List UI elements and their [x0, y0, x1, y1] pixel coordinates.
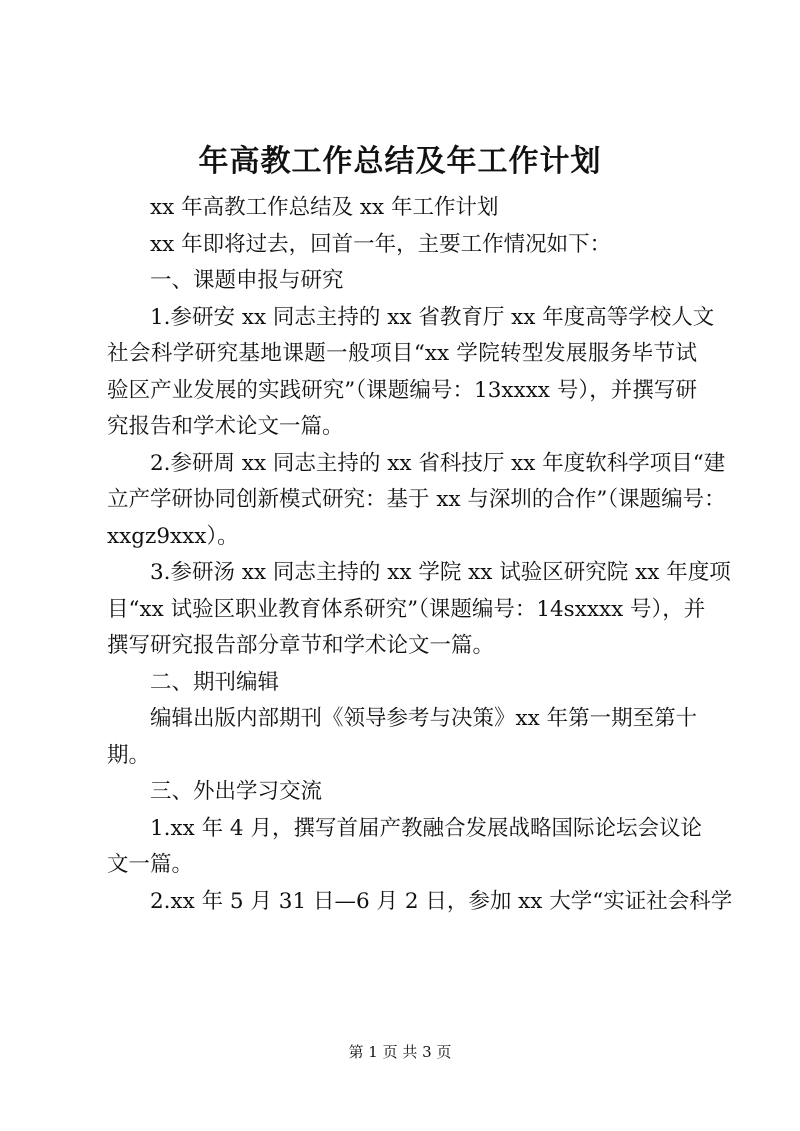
paragraph-line: 撰写研究报告部分章节和学术论文一篇。 [107, 633, 495, 658]
section-heading-3: 三、外出学习交流 [150, 779, 323, 804]
section-heading-2: 二、期刊编辑 [150, 669, 280, 695]
paragraph-line: 立产学研协同创新模式研究：基于 xx 与深圳的合作”（课题编号： [107, 487, 726, 512]
paragraph-line: 1.xx 年 4 月，撰写首届产教融合发展战略国际论坛会议论 [150, 815, 702, 841]
paragraph-line: 3.参研汤 xx 同志主持的 xx 学院 xx 试验区研究院 xx 年度项 [150, 560, 731, 585]
intro-line: xx 年即将过去，回首一年，主要工作情况如下： [150, 231, 612, 257]
paragraph-line: 2.参研周 xx 同志主持的 xx 省科技厅 xx 年度软科学项目“建 [150, 450, 726, 476]
document-body [107, 190, 733, 920]
paragraph-line: 社会科学研究基地课题一般项目“xx 学院转型发展服务毕节试 [107, 341, 697, 366]
section-heading-1: 一、课题申报与研究 [150, 268, 344, 293]
paragraph-line: 期。 [107, 742, 151, 768]
paragraph-line: 文一篇。 [107, 852, 194, 877]
paragraph-line: 验区产业发展的实践研究”（课题编号：13xxxx 号），并撰写研 [107, 377, 697, 403]
page-number-footer: 第 1 页 共 3 页 [348, 1043, 452, 1061]
document-title: 年高教工作总结及年工作计划 [198, 144, 602, 179]
paragraph-line: 编辑出版内部期刊《领导参考与决策》xx 年第一期至第十 [150, 706, 698, 731]
paragraph-line: 2.xx 年 5 月 31 日—6 月 2 日，参加 xx 大学“实证社会科学 [150, 888, 733, 914]
subtitle-line: xx 年高教工作总结及 xx 年工作计划 [150, 195, 499, 220]
paragraph-line: 究报告和学术论文一篇。 [107, 414, 344, 439]
paragraph-line: 目“xx 试验区职业教育体系研究”（课题编号：14sxxxx 号），并 [107, 596, 706, 622]
paragraph-line: 1.参研安 xx 同志主持的 xx 省教育厅 xx 年度高等学校人文 [150, 304, 715, 330]
paragraph-line: xxgz9xxx）。 [107, 523, 239, 549]
